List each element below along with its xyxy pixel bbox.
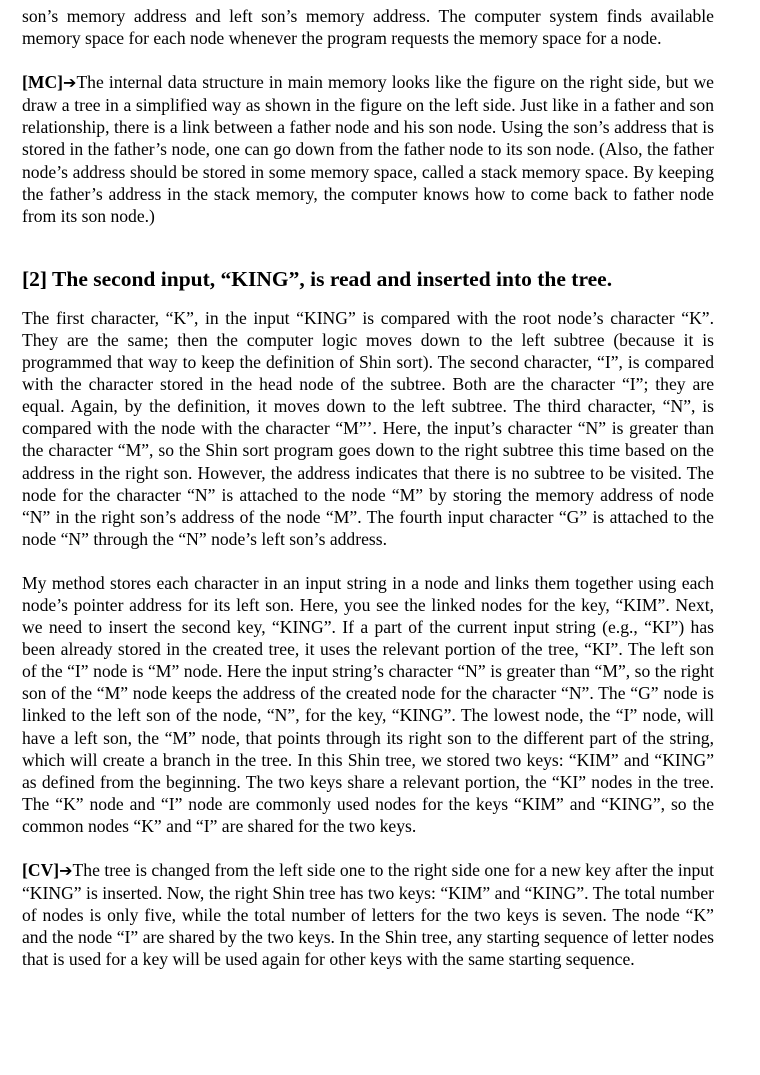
cv-text: The tree is changed from the left side one to the right side one for a new key after the input “KING” is inserted. Now, the right Shin tree has two keys: “KIM” and “KING”. The total number of nodes is only five, while the total number of letters for the two keys is seven. The node “K” and the node “I” are shared by the two keys. In the Shin tree, any starting sequence of letter nodes that is used for a key will be used again for other keys with the same starting sequence. [22, 860, 714, 970]
arrow-icon: ➔ [59, 861, 73, 880]
method-paragraph: My method stores each character in an input string in a node and links them together using each node’s pointer address for its left son. Here, you see the linked nodes for the key, “KIM”. Next, we need to insert the second key, “KING”. If a part of the current input string (e.g., “KI”) has been already stored in the created tree, it uses the relevant portion of the tree, “KI”. The left son of the “I” node is “M” node. Here the input string’s character “N” is greater than “M”, so the right son of the “M” node keeps the address of the created node for the character “N”. The “G” node is linked to the left son of the node, “N”, for the key, “KING”. The lowest node, the “I” node, will have a left son, the “M” node, that points through its right son to the different part of the string, which will create a branch in the tree. In this Shin tree, we stored two keys: “KIM” and “KING” as defined from the beginning. The two keys share a relevant portion, the “KI” nodes in the tree. The “K” node and “I” node are commonly used nodes for the keys “KIM” and “KING”, so the common nodes “K” and “I” are shared for the two keys. [22, 572, 714, 836]
arrow-icon: ➔ [63, 73, 77, 93]
cv-paragraph [22, 859, 714, 970]
document-page [22, 5, 714, 970]
intro-paragraph-tail: son’s memory address and left son’s memory address. The computer system finds available memory space for each node whenever the program requests the memory space for a node. [22, 6, 714, 49]
mc-text: The internal data structure in main memory looks like the figure on the right side, but we draw a tree in a simplified way as shown in the figure on the left side. Just like in a father and son relationship, there is a link between a father node and his son node. Using the son’s address that is stored in the father’s node, one can go down from the father node to its son node. (Also, the father node’s address should be stored in some memory space, called a stack memory space. By keeping the father’s address in the stack memory, the computer knows how to come back to father node from its son node.) [22, 72, 714, 226]
section-heading: [2] The second input, “KING”, is read and inserted into the tree. [22, 266, 613, 291]
mc-tag: [MC] [22, 72, 64, 93]
king-paragraph: The first character, “K”, in the input “KING” is compared with the root node’s character “K”. They are the same; then the computer logic moves down to the left subtree (because it is programmed that way to keep the definition of Shin sort). The second character, “I”, is compared with the character stored in the head node of the subtree. Both are the character “I”; they are equal. Again, by the definition, it moves down to the left subtree. The third character, “N”, is compared with the node with the character “M”’. Here, the input’s character “N” is greater than the character “M”, so the Shin sort program goes down to the right subtree this time based on the address in the right son. However, the address indicates that there is no subtree to be visited. The node for the character “N” is attached to the node “M” by storing the memory address of node “N” in the right son’s address of the node “M”. The fourth input character “G” is attached to the node “N” through the “N” node’s left son’s address. [22, 307, 714, 549]
mc-paragraph [22, 71, 714, 227]
cv-tag: [CV] [22, 860, 60, 880]
